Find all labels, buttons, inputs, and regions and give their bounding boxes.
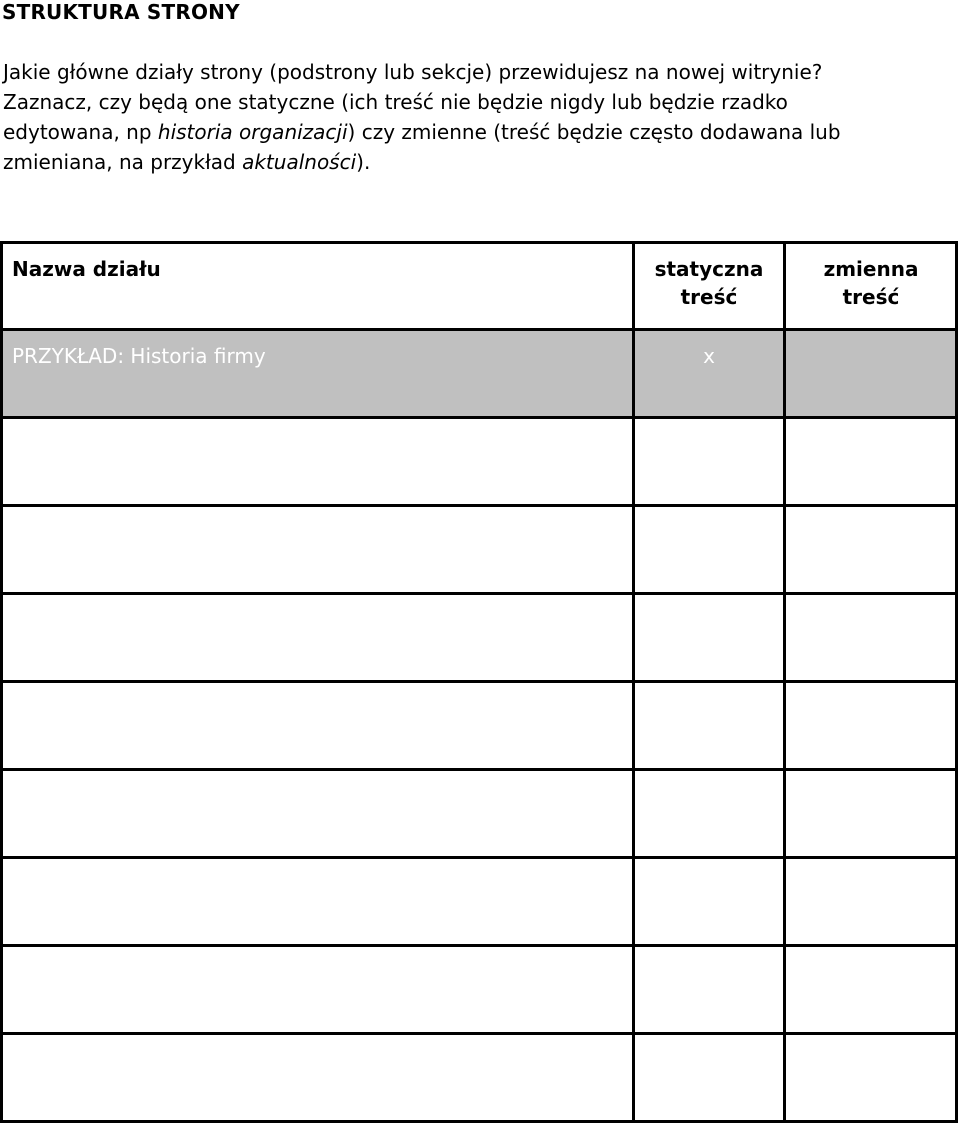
- table-row-divider: [0, 856, 958, 859]
- intro-text: ) czy zmienne (treść będzie często dodawana lub: [347, 120, 841, 144]
- intro-line: [3, 147, 958, 177]
- intro-text: zmieniana, na przykład: [3, 150, 243, 174]
- intro-italic-example: aktualności: [242, 150, 357, 174]
- table-row-divider: [0, 680, 958, 683]
- table-column-divider: [632, 241, 635, 1123]
- table-border-top: [0, 241, 958, 244]
- intro-line: Jakie główne działy strony (podstrony lub sekcje) przewidujesz na nowej witrynie?: [3, 60, 823, 84]
- example-static-mark: x: [703, 344, 715, 368]
- table-border-right: [955, 241, 958, 1123]
- header-variable-line: treść: [842, 285, 900, 309]
- header-static-line: statyczna: [654, 257, 764, 281]
- table-row-divider: [0, 1032, 958, 1035]
- header-static-content: [636, 255, 782, 311]
- header-section-name: Nazwa działu: [12, 257, 161, 281]
- intro-line: Zaznacz, czy będą one statyczne (ich treść nie będzie nigdy lub będzie rzadko: [3, 90, 788, 114]
- header-variable-content: [787, 255, 955, 311]
- example-section-name: PRZYKŁAD: Historia firmy: [12, 344, 266, 368]
- table-row-divider: [0, 592, 958, 595]
- intro-text: edytowana, np: [3, 120, 158, 144]
- section-heading: STRUKTURA STRONY: [2, 0, 240, 24]
- table-row-divider: [0, 768, 958, 771]
- intro-paragraph: [3, 57, 958, 177]
- table-row-divider: [0, 944, 958, 947]
- table-border-left: [0, 241, 3, 1123]
- header-static-line: treść: [680, 285, 738, 309]
- table-column-divider: [783, 241, 786, 1123]
- header-variable-line: zmienna: [823, 257, 919, 281]
- intro-text: ).: [356, 150, 371, 174]
- table-row-divider: [0, 504, 958, 507]
- intro-italic-example: historia organizacji: [157, 120, 348, 144]
- table-border-bottom: [0, 1120, 958, 1123]
- sections-table: [0, 241, 958, 1123]
- table-row-divider: [0, 328, 958, 331]
- table-row-divider: [0, 416, 958, 419]
- intro-line: [3, 117, 958, 147]
